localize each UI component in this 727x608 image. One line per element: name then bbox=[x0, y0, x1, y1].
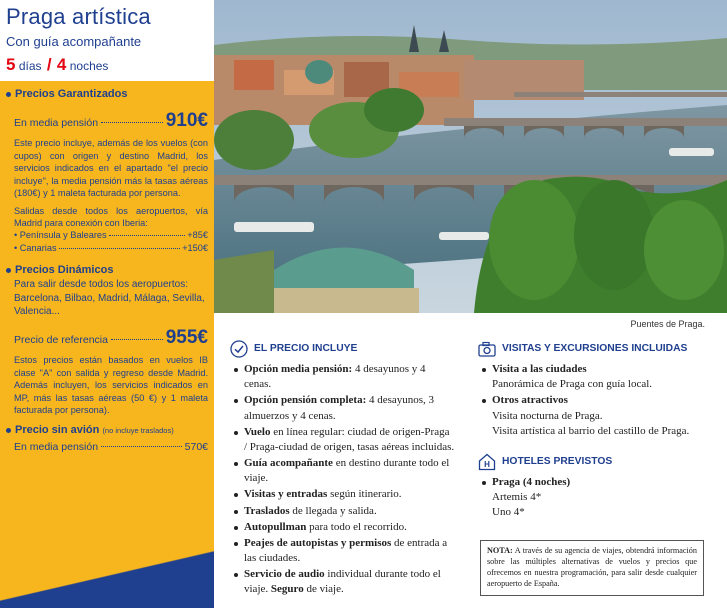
price-line-referencia bbox=[14, 325, 208, 351]
item-text: 4 desayunos y 4 cenas. bbox=[244, 363, 426, 391]
bullet-icon bbox=[6, 268, 11, 273]
item-bold: Opción pensión completa: bbox=[244, 394, 367, 407]
price-value: 910€ bbox=[165, 109, 208, 131]
item-bold: Visitas y entradas bbox=[244, 488, 328, 501]
dot-leader bbox=[111, 339, 163, 340]
list-item bbox=[234, 425, 455, 455]
visitas-list bbox=[478, 362, 713, 439]
list-item bbox=[234, 487, 455, 502]
price-column bbox=[0, 0, 214, 608]
supplement-value: +150€ bbox=[182, 242, 208, 253]
list-item bbox=[482, 475, 713, 521]
list-item bbox=[234, 536, 455, 566]
section-heading-text: HOTELES PREVISTOS bbox=[502, 455, 613, 467]
price-label: Precio de referencia bbox=[14, 333, 108, 346]
svg-text:H: H bbox=[484, 459, 490, 469]
supplement-row bbox=[14, 229, 208, 241]
list-item bbox=[234, 567, 455, 597]
section-heading-text: EL PRECIO INCLUYE bbox=[254, 342, 358, 354]
item-bold: Opción media pensión: bbox=[244, 363, 353, 375]
days-label: días bbox=[18, 59, 42, 73]
list-item bbox=[234, 456, 455, 486]
price-value: 570€ bbox=[184, 441, 208, 454]
subtitle: Con guía acompañante bbox=[6, 34, 142, 49]
item-text: en línea regular: ciudad de origen-Praga / Praga-ciudad de origen, tasas aéreas incluidas. bbox=[244, 425, 455, 453]
price-description: Este precio incluye, además de los vuelos (con cupos) con origen y destino Madrid, los servicios indicados en el apartado "el precio incluye", la media pensión más la tasas aéreas (180€) y 1 maleta facturada por persona. bbox=[14, 138, 208, 199]
item-bold: Seguro bbox=[270, 583, 304, 596]
dot-leader bbox=[109, 235, 186, 236]
duration-separator: / bbox=[46, 55, 52, 74]
item-bold: Traslados bbox=[244, 504, 290, 517]
item-line: Visita artística al barrio del castillo de Praga. bbox=[492, 424, 690, 437]
section-heading-text: Precios Dinámicos bbox=[15, 264, 114, 277]
section-heading-text: Precios Garantizados bbox=[15, 88, 128, 100]
precio-sin-avion-heading bbox=[6, 423, 208, 438]
bullet-icon bbox=[6, 92, 11, 97]
item-bold: Autopullman bbox=[244, 520, 307, 533]
item-bold: Vuelo bbox=[244, 425, 271, 438]
nights-number: 4 bbox=[56, 55, 67, 74]
item-text: de entrada a las ciudades. bbox=[244, 536, 448, 565]
check-circle-icon bbox=[230, 340, 248, 358]
precio-incluye-section bbox=[230, 340, 455, 599]
item-line: Panorámica de Praga con guía local. bbox=[492, 378, 653, 391]
price-line-garantizado bbox=[14, 108, 208, 134]
item-bold: Visita a las ciudades bbox=[492, 363, 587, 375]
item-bold: Servicio de audio bbox=[244, 568, 325, 581]
precio-incluye-heading bbox=[230, 340, 455, 358]
section-heading-text: Precio sin avión bbox=[15, 424, 100, 437]
visitas-heading bbox=[478, 340, 713, 358]
nights-label: noches bbox=[69, 59, 109, 73]
bullet-icon bbox=[6, 428, 11, 433]
visitas-section bbox=[478, 340, 713, 521]
camera-icon bbox=[478, 340, 496, 358]
price-line-sin-avion bbox=[14, 440, 208, 454]
item-bold: Guía acompañante bbox=[244, 457, 333, 470]
list-item bbox=[482, 393, 713, 439]
salidas-text: Salidas desde todos los aeropuertos, vía Madrid para conexión con Iberia: bbox=[14, 205, 208, 229]
incluye-list bbox=[230, 362, 455, 598]
title-box bbox=[0, 0, 214, 81]
hotel-city: Praga (4 noches) bbox=[492, 475, 571, 488]
page-title: Praga artística bbox=[6, 4, 151, 29]
supplement-label: • Península y Baleares bbox=[14, 230, 107, 241]
list-item bbox=[234, 504, 455, 519]
hotel-icon bbox=[478, 453, 496, 471]
supplement-value: +85€ bbox=[187, 230, 208, 241]
item-line: Visita nocturna de Praga. bbox=[492, 409, 603, 422]
item-text: individual durante todo el viaje. bbox=[244, 568, 441, 596]
price-label: En media pensión bbox=[14, 116, 99, 129]
dot-leader bbox=[101, 122, 163, 123]
hotel-name: Uno 4* bbox=[492, 506, 525, 519]
section-note: (no incluye traslados) bbox=[102, 426, 174, 436]
supplement-row bbox=[14, 242, 208, 254]
item-text: para todo el recorrido. bbox=[306, 520, 407, 533]
dot-leader bbox=[101, 446, 182, 447]
item-text: en destino durante todo el viaje. bbox=[244, 457, 450, 485]
section-heading-text: VISITAS Y EXCURSIONES INCLUIDAS bbox=[502, 342, 688, 354]
item-bold: Otros atractivos bbox=[492, 394, 568, 407]
supplement-label: • Canarias bbox=[14, 242, 57, 253]
photo-caption: Puentes de Praga. bbox=[630, 319, 705, 329]
item-text: 4 desayunos, 3 almuerzos y 4 cenas. bbox=[244, 394, 435, 422]
item-text: de llegada y salida. bbox=[289, 504, 377, 517]
item-bold: Peajes de autopistas y permisos bbox=[244, 536, 392, 549]
hoteles-heading bbox=[478, 453, 713, 471]
duration bbox=[6, 55, 208, 75]
list-item bbox=[234, 362, 455, 392]
precios-dinamicos-heading bbox=[6, 263, 208, 278]
precios-garantizados-heading bbox=[6, 87, 208, 102]
item-text: según itinerario. bbox=[327, 488, 402, 501]
price-value: 955€ bbox=[165, 326, 208, 348]
list-item bbox=[482, 362, 713, 392]
hoteles-list bbox=[478, 475, 713, 521]
supplement-list bbox=[14, 229, 208, 254]
list-item bbox=[234, 393, 455, 423]
item-text: de viaje. bbox=[303, 583, 344, 596]
dinamicos-description-2: Estos precios están basados en vuelos IB clase "A" con salida y regreso desde Madrid. Además incluyen, los servicios indicados en MP, más las tasas aéreas (50 €) y 1 maleta facturada por persona). bbox=[14, 355, 208, 415]
nota-box bbox=[480, 540, 704, 596]
price-body bbox=[0, 81, 214, 462]
hotel-name: Artemis 4* bbox=[492, 491, 542, 504]
dinamicos-description: Para salir desde todos los aeropuertos: Barcelona, Bilbao, Madrid, Málaga, Sevilla, Valencia... bbox=[14, 279, 205, 318]
price-label: En media pensión bbox=[14, 441, 99, 454]
nota-label: NOTA: bbox=[487, 546, 513, 555]
list-item bbox=[234, 520, 455, 535]
days-number: 5 bbox=[6, 55, 16, 74]
dot-leader bbox=[59, 248, 181, 249]
nota-text: A través de su agencia de viajes, obtendrá información sobre las múltiples alternativas de vuelos y precios que ofrecemos en nuestra programación, para salir desde cualquier aeropuerto de España. bbox=[487, 546, 697, 588]
decorative-corner bbox=[0, 538, 214, 608]
prague-bridges-photo bbox=[214, 0, 727, 313]
